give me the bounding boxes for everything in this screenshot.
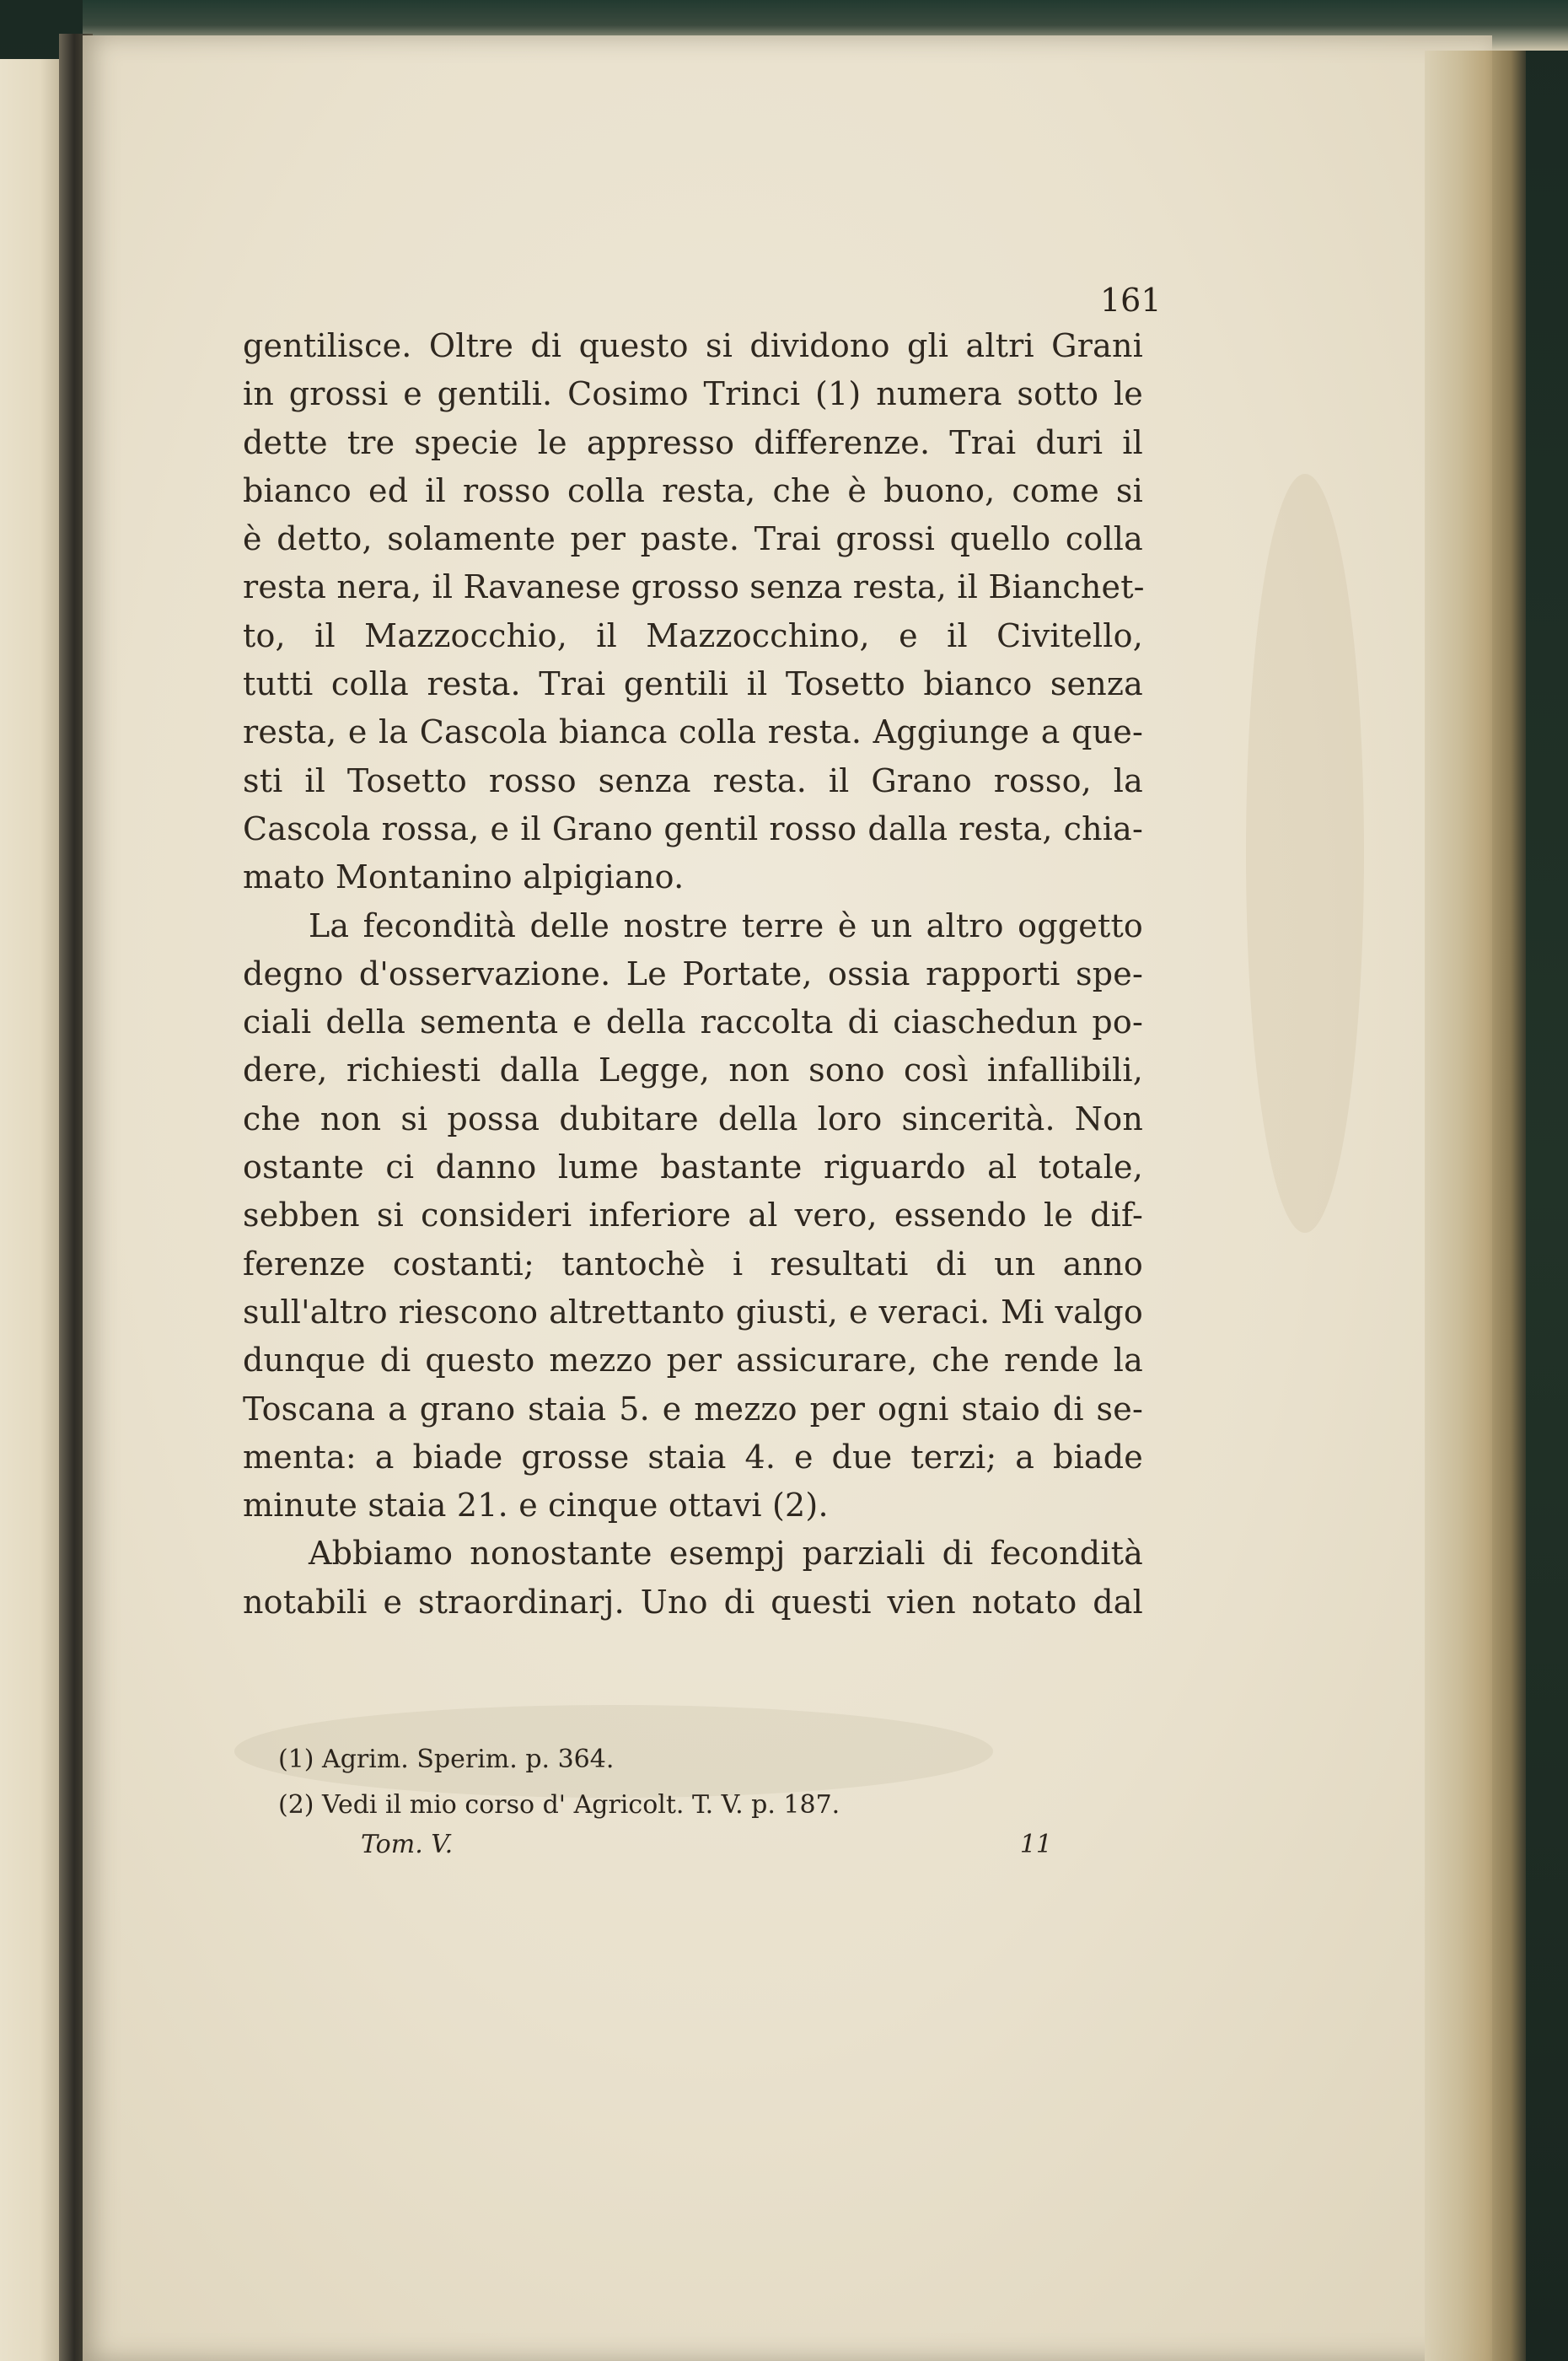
text-line: bianco ed il rosso colla resta, che è buono, come si [243, 471, 1143, 509]
gathering-signature: 11 [1019, 1830, 1052, 1859]
text-line: che non si possa dubitare della loro sincerità. Non [243, 1100, 1143, 1137]
footnote: (2) Vedi il mio corso d' Agricolt. T. V. p. 187. [278, 1790, 840, 1820]
signature-line [361, 1830, 1052, 1859]
page-number: 161 [1100, 282, 1162, 319]
text-line: La fecondità delle nostre terre è un altro oggetto [309, 906, 1143, 944]
volume-signature: Tom. V. [361, 1830, 454, 1859]
text-line: dere, richiesti dalla Legge, non sono così infallibili, [243, 1051, 1143, 1089]
text-line: sull'altro riescono altrettanto giusti, e veraci. Mi valgo [243, 1293, 1143, 1331]
edge-foxing-stain [1246, 474, 1364, 1233]
page-deckled-edge [1425, 51, 1526, 2361]
text-line: dette tre specie le appresso differenze. Trai duri il [243, 423, 1143, 461]
footnote: (1) Agrim. Sperim. p. 364. [278, 1745, 615, 1774]
text-line: Cascola rossa, e il Grano gentil rosso dalla resta, chia- [243, 809, 1143, 847]
text-line: Toscana a grano staia 5. e mezzo per ogni staio di se- [243, 1390, 1143, 1428]
text-line: Abbiamo nonostante esempj parziali di fecondità [309, 1535, 1143, 1573]
text-line: to, il Mazzocchio, il Mazzocchino, e il Civitello, [243, 616, 1143, 654]
text-line: resta, e la Cascola bianca colla resta. Aggiunge a que- [243, 713, 1143, 751]
footnotes [278, 1737, 986, 1828]
text-line: sebben si consideri inferiore al vero, essendo le dif- [243, 1197, 1143, 1234]
text-line: tutti colla resta. Trai gentili il Tosetto bianco senza [243, 665, 1143, 703]
facing-page-edge [0, 59, 67, 2361]
text-line: in grossi e gentili. Cosimo Trinci (1) numera sotto le [243, 375, 1143, 413]
body-text [243, 322, 1143, 1627]
text-line: ciali della sementa e della raccolta di ciaschedun po- [243, 1003, 1143, 1041]
text-line: mato Montanino alpigiano. [243, 858, 685, 896]
text-line: sti il Tosetto rosso senza resta. il Grano rosso, la [243, 761, 1143, 799]
text-line: notabili e straordinarj. Uno di questi vien notato dal [243, 1583, 1143, 1621]
text-line: degno d'osservazione. Le Portate, ossia rapporti spe- [243, 955, 1143, 992]
text-line: gentilisce. Oltre di questo si dividono gli altri Grani [243, 327, 1143, 364]
text-line: menta: a biade grosse staia 4. e due terzi; a biade [243, 1438, 1143, 1476]
text-line: ferenze costanti; tantochè i resultati di un anno [243, 1245, 1143, 1283]
text-line: ostante ci danno lume bastante riguardo al totale, [243, 1148, 1143, 1186]
text-line: è detto, solamente per paste. Trai grossi quello colla [243, 520, 1143, 558]
text-line: resta nera, il Ravanese grosso senza resta, il Bianchet- [243, 568, 1145, 606]
text-line: minute staia 21. e cinque ottavi (2). [243, 1487, 829, 1525]
text-line: dunque di questo mezzo per assicurare, che rende la [243, 1342, 1143, 1379]
